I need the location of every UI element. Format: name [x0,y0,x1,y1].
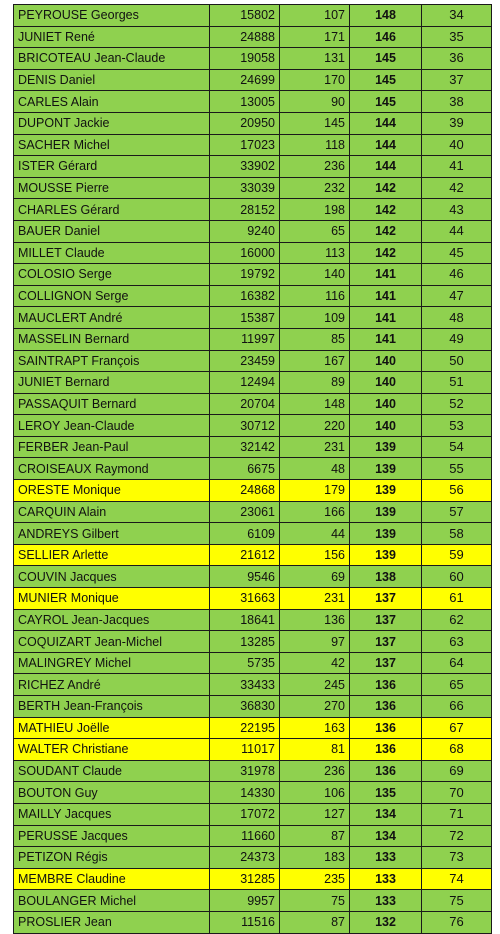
value-b-cell: 42 [280,652,350,674]
score-cell: 148 [350,5,422,27]
player-name-cell: ORESTE Monique [14,480,210,502]
value-b-cell: 170 [280,69,350,91]
score-cell: 137 [350,631,422,653]
value-a-cell: 9957 [210,890,280,912]
score-cell: 132 [350,911,422,933]
player-name-cell: FERBER Jean-Paul [14,436,210,458]
player-name-cell: PASSAQUIT Bernard [14,393,210,415]
score-cell: 142 [350,242,422,264]
value-b-cell: 167 [280,350,350,372]
rank-cell: 39 [422,112,492,134]
value-a-cell: 9546 [210,566,280,588]
player-name-cell: MALINGREY Michel [14,652,210,674]
rank-cell: 50 [422,350,492,372]
score-cell: 146 [350,26,422,48]
score-cell: 141 [350,328,422,350]
value-a-cell: 19058 [210,48,280,70]
table-row [14,134,492,156]
ranking-table-body [14,5,492,934]
rank-cell: 47 [422,285,492,307]
value-b-cell: 166 [280,501,350,523]
value-a-cell: 5735 [210,652,280,674]
table-row [14,458,492,480]
value-a-cell: 24699 [210,69,280,91]
value-b-cell: 163 [280,717,350,739]
rank-cell: 41 [422,156,492,178]
value-b-cell: 87 [280,825,350,847]
rank-cell: 54 [422,436,492,458]
table-row [14,588,492,610]
rank-cell: 45 [422,242,492,264]
rank-cell: 64 [422,652,492,674]
value-a-cell: 6675 [210,458,280,480]
player-name-cell: SAINTRAPT François [14,350,210,372]
score-cell: 139 [350,544,422,566]
value-a-cell: 15802 [210,5,280,27]
score-cell: 136 [350,717,422,739]
score-cell: 142 [350,199,422,221]
table-row [14,868,492,890]
value-a-cell: 33039 [210,177,280,199]
value-a-cell: 6109 [210,523,280,545]
player-name-cell: MAUCLERT André [14,307,210,329]
rank-cell: 75 [422,890,492,912]
value-a-cell: 16382 [210,285,280,307]
table-row [14,436,492,458]
player-name-cell: BOULANGER Michel [14,890,210,912]
rank-cell: 65 [422,674,492,696]
score-cell: 144 [350,134,422,156]
value-b-cell: 235 [280,868,350,890]
player-name-cell: MUNIER Monique [14,588,210,610]
score-cell: 140 [350,415,422,437]
value-b-cell: 44 [280,523,350,545]
rank-cell: 67 [422,717,492,739]
score-cell: 136 [350,696,422,718]
rank-cell: 59 [422,544,492,566]
score-cell: 142 [350,220,422,242]
player-name-cell: PETIZON Régis [14,847,210,869]
score-cell: 141 [350,264,422,286]
player-name-cell: MAILLY Jacques [14,803,210,825]
rank-cell: 63 [422,631,492,653]
table-row [14,415,492,437]
score-cell: 145 [350,91,422,113]
rank-cell: 73 [422,847,492,869]
value-a-cell: 9240 [210,220,280,242]
table-row [14,372,492,394]
table-row [14,890,492,912]
value-a-cell: 24868 [210,480,280,502]
value-a-cell: 28152 [210,199,280,221]
value-a-cell: 31978 [210,760,280,782]
value-a-cell: 24373 [210,847,280,869]
score-cell: 133 [350,890,422,912]
rank-cell: 58 [422,523,492,545]
player-name-cell: DUPONT Jackie [14,112,210,134]
value-a-cell: 13005 [210,91,280,113]
table-row [14,91,492,113]
rank-cell: 40 [422,134,492,156]
value-a-cell: 15387 [210,307,280,329]
player-name-cell: SOUDANT Claude [14,760,210,782]
player-name-cell: BRICOTEAU Jean-Claude [14,48,210,70]
value-a-cell: 14330 [210,782,280,804]
rank-cell: 34 [422,5,492,27]
value-b-cell: 87 [280,911,350,933]
score-cell: 137 [350,588,422,610]
player-name-cell: ANDREYS Gilbert [14,523,210,545]
rank-cell: 69 [422,760,492,782]
player-name-cell: COLLIGNON Serge [14,285,210,307]
value-a-cell: 30712 [210,415,280,437]
value-a-cell: 31663 [210,588,280,610]
score-cell: 135 [350,782,422,804]
rank-cell: 60 [422,566,492,588]
table-row [14,803,492,825]
player-name-cell: COUVIN Jacques [14,566,210,588]
table-row [14,825,492,847]
score-cell: 134 [350,825,422,847]
value-b-cell: 107 [280,5,350,27]
rank-cell: 66 [422,696,492,718]
rank-cell: 48 [422,307,492,329]
rank-cell: 43 [422,199,492,221]
score-cell: 136 [350,760,422,782]
player-name-cell: WALTER Christiane [14,739,210,761]
player-name-cell: MOUSSE Pierre [14,177,210,199]
table-row [14,350,492,372]
value-a-cell: 11997 [210,328,280,350]
table-row [14,285,492,307]
value-a-cell: 21612 [210,544,280,566]
value-b-cell: 131 [280,48,350,70]
score-cell: 144 [350,112,422,134]
score-cell: 137 [350,652,422,674]
player-name-cell: JUNIET René [14,26,210,48]
table-row [14,674,492,696]
value-b-cell: 48 [280,458,350,480]
value-b-cell: 236 [280,156,350,178]
table-row [14,112,492,134]
value-a-cell: 17023 [210,134,280,156]
score-cell: 139 [350,480,422,502]
value-b-cell: 171 [280,26,350,48]
player-name-cell: MASSELIN Bernard [14,328,210,350]
value-b-cell: 85 [280,328,350,350]
table-row [14,220,492,242]
table-row [14,696,492,718]
value-b-cell: 245 [280,674,350,696]
rank-cell: 74 [422,868,492,890]
value-b-cell: 118 [280,134,350,156]
rank-cell: 37 [422,69,492,91]
score-cell: 139 [350,458,422,480]
rank-cell: 56 [422,480,492,502]
value-b-cell: 156 [280,544,350,566]
player-name-cell: BOUTON Guy [14,782,210,804]
rank-cell: 35 [422,26,492,48]
table-row [14,782,492,804]
score-cell: 142 [350,177,422,199]
table-row [14,501,492,523]
score-cell: 139 [350,436,422,458]
player-name-cell: PROSLIER Jean [14,911,210,933]
value-b-cell: 136 [280,609,350,631]
value-a-cell: 11660 [210,825,280,847]
rank-cell: 42 [422,177,492,199]
table-row [14,911,492,933]
rank-cell: 49 [422,328,492,350]
table-row [14,156,492,178]
player-name-cell: BERTH Jean-François [14,696,210,718]
value-b-cell: 220 [280,415,350,437]
value-b-cell: 75 [280,890,350,912]
value-b-cell: 90 [280,91,350,113]
rank-cell: 53 [422,415,492,437]
table-row [14,717,492,739]
value-b-cell: 109 [280,307,350,329]
rank-cell: 46 [422,264,492,286]
value-a-cell: 33433 [210,674,280,696]
table-row [14,242,492,264]
value-a-cell: 20950 [210,112,280,134]
value-b-cell: 116 [280,285,350,307]
value-b-cell: 81 [280,739,350,761]
value-a-cell: 36830 [210,696,280,718]
score-cell: 140 [350,393,422,415]
player-name-cell: LEROY Jean-Claude [14,415,210,437]
value-b-cell: 231 [280,588,350,610]
player-name-cell: DENIS Daniel [14,69,210,91]
player-name-cell: CHARLES Gérard [14,199,210,221]
table-row [14,760,492,782]
table-row [14,26,492,48]
table-row [14,523,492,545]
value-a-cell: 31285 [210,868,280,890]
rank-cell: 57 [422,501,492,523]
player-name-cell: COLOSIO Serge [14,264,210,286]
table-row [14,631,492,653]
player-name-cell: CROISEAUX Raymond [14,458,210,480]
table-row [14,847,492,869]
rank-cell: 76 [422,911,492,933]
value-a-cell: 33902 [210,156,280,178]
player-name-cell: MILLET Claude [14,242,210,264]
table-row [14,566,492,588]
score-cell: 134 [350,803,422,825]
rank-cell: 52 [422,393,492,415]
value-a-cell: 24888 [210,26,280,48]
value-b-cell: 179 [280,480,350,502]
rank-cell: 38 [422,91,492,113]
player-name-cell: COQUIZART Jean-Michel [14,631,210,653]
table-row [14,393,492,415]
value-a-cell: 18641 [210,609,280,631]
table-row [14,69,492,91]
score-cell: 141 [350,285,422,307]
rank-cell: 51 [422,372,492,394]
value-a-cell: 11017 [210,739,280,761]
ranking-table [13,4,492,934]
rank-cell: 68 [422,739,492,761]
rank-cell: 44 [422,220,492,242]
value-b-cell: 106 [280,782,350,804]
player-name-cell: BAUER Daniel [14,220,210,242]
value-b-cell: 148 [280,393,350,415]
player-name-cell: CARQUIN Alain [14,501,210,523]
rank-cell: 62 [422,609,492,631]
value-a-cell: 22195 [210,717,280,739]
score-cell: 145 [350,48,422,70]
value-a-cell: 23061 [210,501,280,523]
score-cell: 138 [350,566,422,588]
table-row [14,307,492,329]
value-b-cell: 69 [280,566,350,588]
value-b-cell: 65 [280,220,350,242]
value-b-cell: 145 [280,112,350,134]
table-row [14,177,492,199]
score-cell: 140 [350,350,422,372]
value-a-cell: 11516 [210,911,280,933]
rank-cell: 71 [422,803,492,825]
table-row [14,480,492,502]
score-cell: 141 [350,307,422,329]
value-a-cell: 23459 [210,350,280,372]
rank-cell: 61 [422,588,492,610]
score-cell: 139 [350,501,422,523]
player-name-cell: PEYROUSE Georges [14,5,210,27]
value-b-cell: 97 [280,631,350,653]
table-row [14,264,492,286]
score-cell: 136 [350,674,422,696]
value-a-cell: 12494 [210,372,280,394]
rank-cell: 55 [422,458,492,480]
value-b-cell: 270 [280,696,350,718]
rank-cell: 72 [422,825,492,847]
player-name-cell: CARLES Alain [14,91,210,113]
player-name-cell: MATHIEU Joëlle [14,717,210,739]
table-row [14,199,492,221]
value-a-cell: 19792 [210,264,280,286]
player-name-cell: PERUSSE Jacques [14,825,210,847]
rank-cell: 36 [422,48,492,70]
score-cell: 133 [350,847,422,869]
player-name-cell: MEMBRE Claudine [14,868,210,890]
value-b-cell: 231 [280,436,350,458]
value-a-cell: 16000 [210,242,280,264]
value-a-cell: 20704 [210,393,280,415]
score-cell: 139 [350,523,422,545]
table-row [14,328,492,350]
table-row [14,609,492,631]
player-name-cell: SELLIER Arlette [14,544,210,566]
value-b-cell: 127 [280,803,350,825]
player-name-cell: SACHER Michel [14,134,210,156]
player-name-cell: CAYROL Jean-Jacques [14,609,210,631]
value-a-cell: 32142 [210,436,280,458]
value-b-cell: 140 [280,264,350,286]
table-row [14,652,492,674]
score-cell: 137 [350,609,422,631]
value-b-cell: 183 [280,847,350,869]
table-row [14,739,492,761]
score-cell: 144 [350,156,422,178]
table-row [14,544,492,566]
score-cell: 140 [350,372,422,394]
rank-cell: 70 [422,782,492,804]
player-name-cell: JUNIET Bernard [14,372,210,394]
value-a-cell: 13285 [210,631,280,653]
value-b-cell: 236 [280,760,350,782]
value-b-cell: 198 [280,199,350,221]
table-row [14,48,492,70]
table-row [14,5,492,27]
value-b-cell: 89 [280,372,350,394]
player-name-cell: RICHEZ André [14,674,210,696]
value-b-cell: 113 [280,242,350,264]
value-a-cell: 17072 [210,803,280,825]
score-cell: 133 [350,868,422,890]
player-name-cell: ISTER Gérard [14,156,210,178]
value-b-cell: 232 [280,177,350,199]
score-cell: 136 [350,739,422,761]
score-cell: 145 [350,69,422,91]
